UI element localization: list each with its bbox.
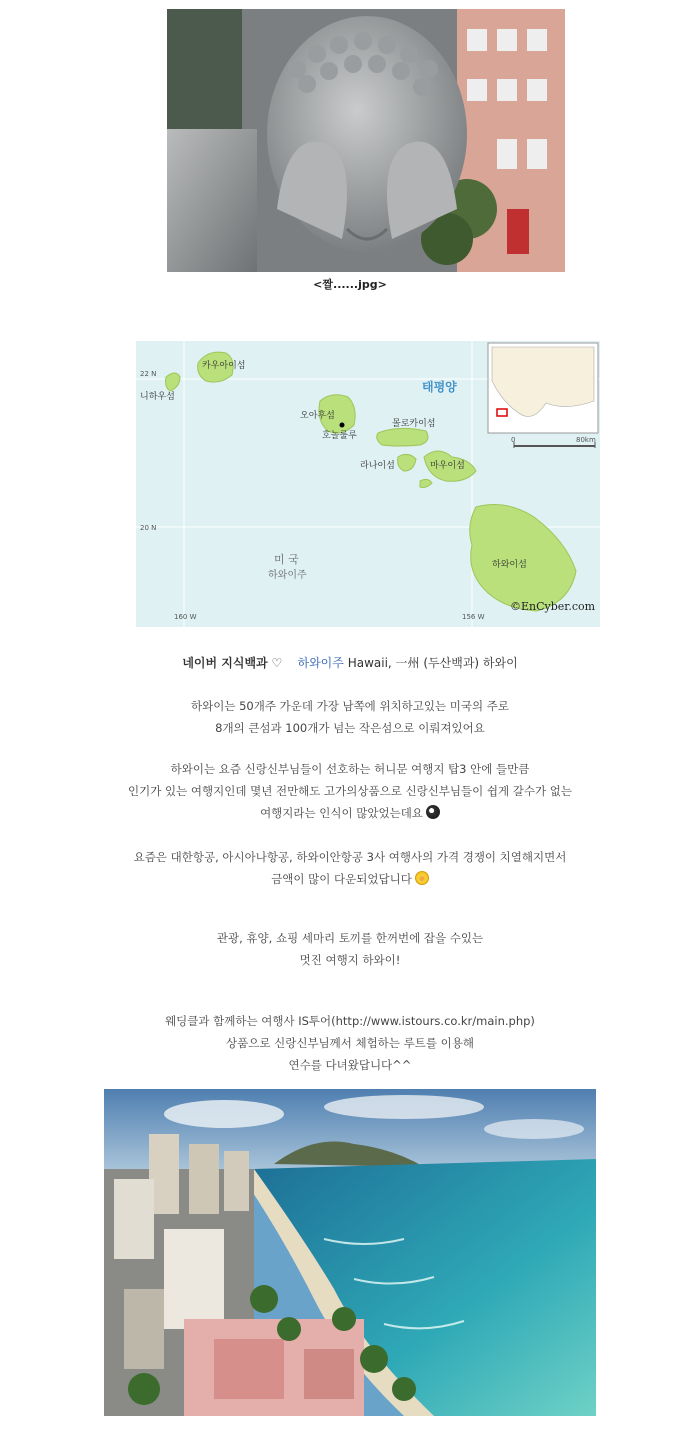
photo-caption: <짤......jpg>	[313, 278, 387, 291]
label-hawaii-island: 하와이섬	[492, 560, 527, 570]
map-credit: ©EnCyber.com	[510, 600, 596, 613]
label-molokai: 몰로카이섬	[392, 419, 436, 429]
label-lat22: 22 N	[140, 370, 157, 378]
text-line: 하와이는 요즘 신랑신부님들이 선호하는 허니문 여행지 탑3 안에 들만큼	[170, 762, 530, 776]
text-line: 관광, 휴양, 쇼핑 세마리 토끼를 한꺼번에 잡을 수있는	[216, 931, 484, 945]
hawaii-map	[136, 341, 600, 627]
paragraph-3	[0, 846, 700, 890]
heart-icon: ♡	[271, 656, 283, 670]
paragraph-5	[0, 1010, 700, 1076]
label-lon156: 156 W	[462, 613, 485, 621]
label-lon160: 160 W	[174, 613, 197, 621]
text-line: 요즘은 대한항공, 아시아나항공, 하와이안항공 3사 여행사의 가격 경쟁이 치열해지면서	[133, 850, 567, 864]
scale-end: 80km	[576, 436, 596, 444]
text-line: 금액이 많이 다운되었답니다	[271, 872, 412, 886]
source-rest: Hawaii, 一州 (두산백과) 하와이	[347, 656, 518, 670]
hawaii-state-link[interactable]: 하와이주	[297, 656, 344, 670]
niihau-shape	[166, 373, 181, 391]
label-pacific: 태평양	[422, 380, 457, 394]
kahoolawe-shape	[420, 479, 432, 487]
text-line: 연수를 다녀왔답니다^^	[288, 1058, 412, 1072]
waikiki-beach-photo	[104, 1089, 596, 1416]
naver-encyclopedia-label: 네이버 지식백과	[182, 656, 268, 670]
text-line: 여행지라는 인식이 많았었는데요	[260, 806, 423, 820]
paragraph-2	[0, 758, 700, 824]
text-line: 8개의 큰섬과 100개가 넘는 작은섬으로 이뤄져있어요	[215, 721, 485, 735]
buddha-statue-photo	[167, 9, 565, 272]
source-line	[0, 654, 700, 671]
text-line: 웨딩클과 함께하는 여행사 IS투어(http://www.istours.co.kr/main.php)	[165, 1014, 535, 1028]
label-maui: 마우이섬	[430, 461, 465, 471]
lanai-shape	[398, 454, 416, 471]
text-line: 멋진 여행지 하와이!	[299, 953, 401, 967]
label-kauai: 카우아이섬	[202, 361, 246, 371]
hawaii-island-shape	[470, 505, 576, 611]
text-line: 상품으로 신랑신부님께서 체험하는 루트를 이용해	[226, 1036, 474, 1050]
paragraph-1	[0, 695, 700, 739]
label-lanai: 라나이섬	[360, 461, 395, 471]
label-us: 미 국	[274, 553, 299, 566]
text-line: 인기가 있는 여행지인데 몇년 전만해도 고가의상품으로 신랑신부님들이 쉽게 갈수가 없는	[128, 784, 572, 798]
text-line: 하와이는 50개주 가운데 가장 남쪽에 위치하고있는 미국의 주로	[191, 699, 509, 713]
label-lat20: 20 N	[140, 524, 157, 532]
label-niihau: 니하우섬	[140, 392, 175, 402]
molokai-shape	[377, 428, 428, 446]
emoticon-icon	[426, 805, 440, 819]
scale-start: 0	[511, 436, 516, 444]
smiley-icon	[415, 871, 429, 885]
label-us-state: 하와이주	[268, 570, 307, 581]
label-oahu: 오아후섬	[300, 411, 335, 421]
label-honolulu: 호놀룰루	[322, 431, 357, 441]
paragraph-4	[0, 927, 700, 971]
